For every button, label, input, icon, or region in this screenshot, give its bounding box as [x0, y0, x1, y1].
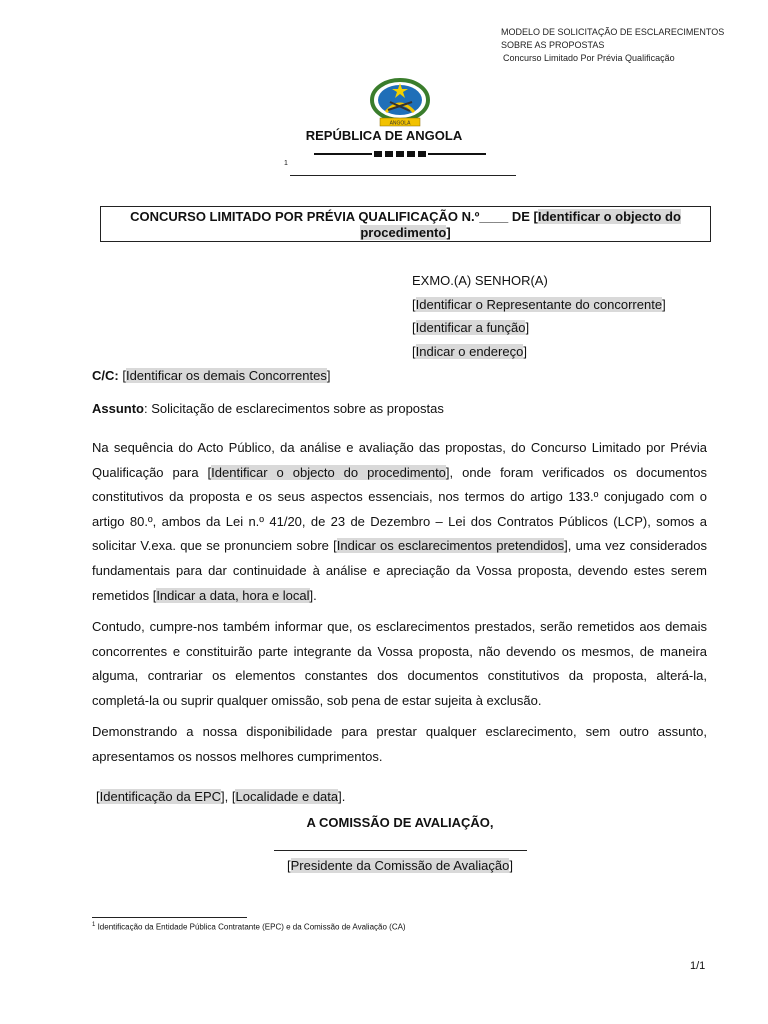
salutation: EXMO.(A) SENHOR(A) [412, 273, 548, 288]
paragraph-1: Na sequência do Acto Público, da análise e avaliação das propostas, do Concurso Limitado por Prévia Qualificação para [Identificar o objecto do procedimento], onde foram verificados os documentos constitutivos da proposta e os seus aspectos essenciais, nos termos do artigo 133.º conjugado com o artigo 80.º, ambos da Lei n.º 41/20, de 23 de Dezembro – Lei dos Contratos Públicos (LCP), somos a solicitar V.exa. que se pronunciem sobre [Indicar os esclarecimentos pretendidos], uma vez considerados fundamentais para dar continuidade à análise e apreciação da Vossa proposta, devendo estes serem remetidos [Indicar a data, hora e local]. [92, 440, 708, 603]
president-signatory: [Presidente da Comissão de Avaliação] [287, 858, 513, 873]
signature-line [274, 850, 527, 851]
epc-line: [Identificação da EPC], [Localidade e data]. [96, 789, 346, 804]
ornament-divider [314, 151, 486, 157]
address-representative: [Identificar o Representante do concorrente] [412, 297, 666, 312]
republic-heading: REPÚBLICA DE ANGOLA [305, 128, 463, 143]
subject-line [92, 401, 444, 416]
document-title [100, 206, 711, 242]
address-location: [Indicar o endereço] [412, 344, 527, 359]
header-note [501, 26, 724, 65]
paragraph-2: Contudo, cumpre-nos também informar que, os esclarecimentos prestados, serão remetidos aos demais concorrentes e constituirão parte integrante da Vossa proposta, não devendo os mesmos, de maneira alguma, contrariar os elementos constantes dos documentos constitutivos da proposta, alterá-la, completá-la ou suprir qualquer omissão, sob pena de estar sujeita à exclusão. [92, 619, 707, 708]
title-suffix: ] [446, 225, 451, 240]
title-prefix: CONCURSO LIMITADO POR PRÉVIA QUALIFICAÇÃO N.º____ DE [ [130, 209, 538, 224]
subject-label: Assunto [92, 401, 144, 416]
address-role: [Identificar a função] [412, 320, 530, 335]
angola-emblem-icon [366, 76, 434, 130]
title-highlight-1: Identificar o objecto do [537, 209, 681, 224]
subject-text: : Solicitação de esclarecimentos sobre as propostas [144, 401, 444, 416]
footnote-reference: 1 [284, 160, 288, 167]
footnote-text: $^1$ Identificação da Entidade Pública Contratante (EPC) e da Comissão de Avaliação (CA) [92, 922, 406, 932]
header-note-line3: Concurso Limitado Por Prévia Qualificação [503, 53, 675, 63]
header-note-line1: MODELO DE SOLICITAÇÃO DE ESCLARECIMENTOS [501, 27, 725, 37]
cc-line: C/C: [Identificar os demais Concorrentes] [92, 368, 331, 383]
entity-line [290, 175, 516, 176]
commission-heading: A COMISSÃO DE AVALIAÇÃO, [306, 815, 494, 830]
footnote-rule [92, 917, 247, 918]
cc-value: Identificar os demais Concorrentes [125, 368, 327, 383]
cc-label: C/C: [92, 368, 119, 383]
page-number: 1/1 [690, 960, 706, 972]
paragraph-3: Demonstrando a nossa disponibilidade para prestar qualquer esclarecimento, sem outro assunto, apresentamos os nossos melhores cumprimentos. [92, 724, 707, 764]
title-highlight-2: procedimento [360, 225, 447, 240]
header-note-line2: SOBRE AS PROPOSTAS [501, 40, 605, 50]
svg-text:ANGOLA: ANGOLA [389, 120, 411, 127]
